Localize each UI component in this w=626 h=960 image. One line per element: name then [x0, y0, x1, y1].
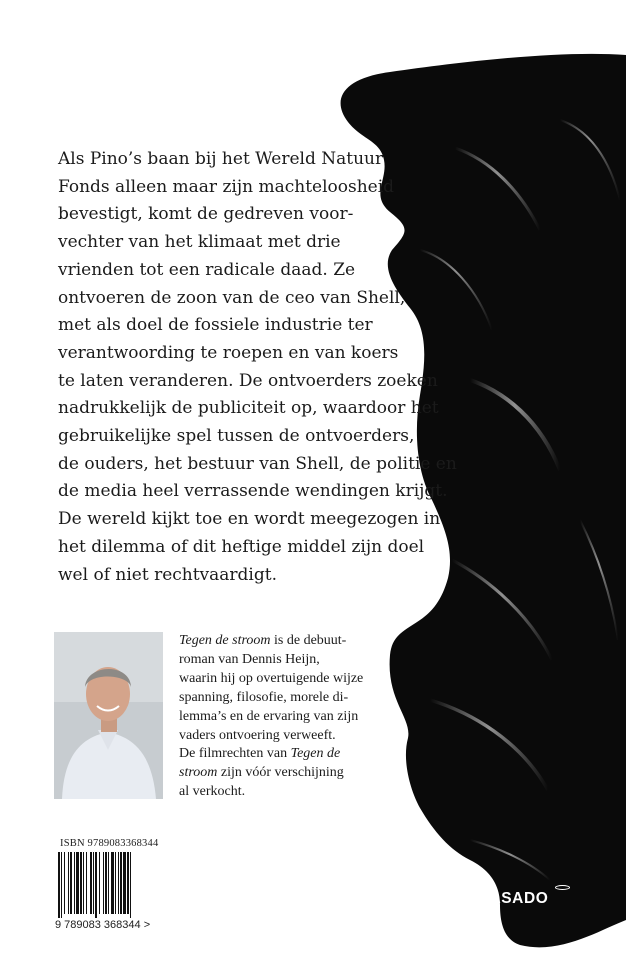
blurb-line: Fonds alleen maar zijn machteloosheid — [58, 176, 395, 197]
barcode-bar — [61, 852, 62, 918]
barcode-bar — [130, 852, 131, 918]
barcode-bar — [111, 852, 114, 914]
blurb-line: wel of niet rechtvaardigt. — [58, 564, 277, 585]
barcode-bar — [83, 852, 84, 914]
bio-line: roman van Dennis Heijn, — [179, 651, 320, 667]
blurb-line: De wereld kijkt toe en wordt meegezogen in — [58, 509, 441, 530]
bio-text: De filmrechten van — [179, 746, 291, 762]
barcode-bar — [74, 852, 75, 914]
blurb-line: bevestigt, komt de gedreven voor- — [58, 204, 354, 225]
blurb-line: de ouders, het bestuur van Shell, de politie en — [58, 453, 457, 474]
bio-line: al verkocht. — [179, 784, 246, 800]
bio-line: vaders ontvoering verweeft. — [179, 727, 336, 743]
publisher-logo: SANTASADO — [446, 890, 549, 907]
blurb-line: met als doel de fossiele industrie ter — [58, 315, 373, 336]
blurb-line: verantwoording te roepen en van koers — [58, 342, 399, 363]
bio-line: waarin hij op overtuigende wijze — [179, 670, 364, 686]
barcode-bar — [108, 852, 109, 914]
barcode-bar — [120, 852, 122, 914]
barcode-bar — [80, 852, 82, 914]
barcode-bar — [115, 852, 116, 914]
barcode-bar — [95, 852, 97, 918]
blurb-line: het dilemma of dit heftige middel zijn doel — [58, 536, 425, 557]
barcode-bar — [99, 852, 100, 914]
blurb-line: de media heel verrassende wendingen krijgt. — [58, 481, 448, 502]
back-cover-blurb — [58, 146, 468, 589]
barcode-digits: 9 789083 368344 > — [55, 919, 151, 931]
bio-line: spanning, filosofie, morele di- — [179, 689, 349, 705]
barcode-bar — [86, 852, 87, 914]
isbn-label: ISBN 9789083368344 — [60, 838, 159, 849]
barcode-bar — [90, 852, 92, 914]
blurb-line: vechter van het klimaat met drie — [58, 232, 341, 253]
barcode-bar — [105, 852, 107, 914]
bio-text: zijn vóór verschijning — [217, 765, 344, 781]
bio-text: is de debuut- — [270, 633, 347, 648]
barcode-bar — [127, 852, 129, 914]
barcode-bar — [64, 852, 65, 914]
author-photo — [54, 632, 163, 799]
bio-line: lemma’s en de ervaring van zijn — [179, 708, 359, 724]
blurb-line: gebruikelijke spel tussen de ontvoerders, — [58, 426, 415, 447]
blurb-line: vrienden tot een radicale daad. Ze — [58, 259, 356, 280]
barcode-bar — [103, 852, 104, 914]
barcode-bar — [58, 852, 60, 918]
barcode-bar — [76, 852, 79, 914]
book-title: stroom — [179, 765, 218, 781]
book-title: Tegen de — [290, 746, 341, 762]
barcode-bar — [93, 852, 94, 914]
blurb-line: nadrukkelijk de publiciteit op, waardoor het — [58, 398, 439, 419]
blurb-line: Als Pino’s baan bij het Wereld Natuur — [58, 149, 384, 169]
barcode-bar — [68, 852, 69, 914]
barcode-bar — [70, 852, 72, 914]
blurb-line: te laten veranderen. De ontvoerders zoeken — [58, 370, 438, 391]
blurb-line: ontvoeren de zoon van de ceo van Shell, — [58, 287, 406, 308]
barcode-bar — [123, 852, 126, 914]
halo-icon — [555, 885, 570, 890]
book-title: Tegen de stroom — [179, 633, 271, 648]
barcode-bar — [118, 852, 119, 914]
author-bio — [179, 632, 399, 802]
barcode — [56, 852, 166, 918]
